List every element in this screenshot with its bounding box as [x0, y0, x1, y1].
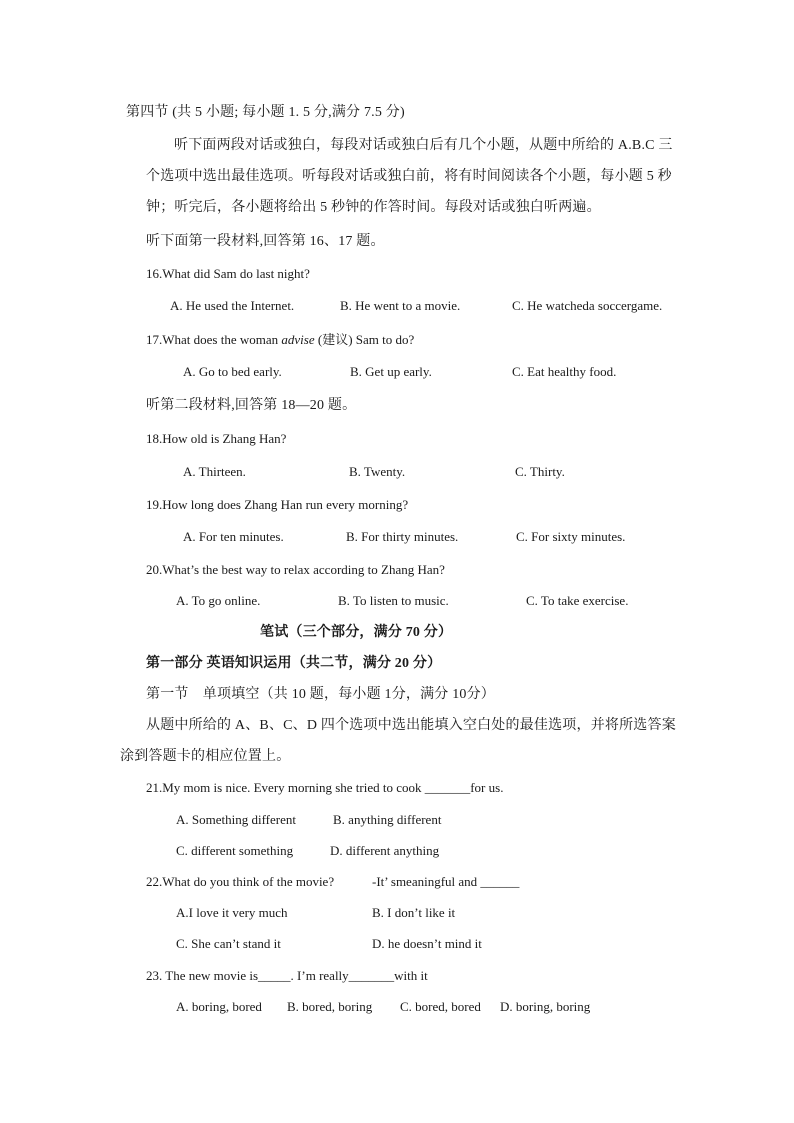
instructions-line-3: 钟；听完后，各小题将给出 5 秒钟的作答时间。每段对话或独白听两遍。: [146, 200, 601, 215]
question-22-stem: 22.What do you think of the movie?: [146, 874, 335, 889]
question-17-stem-prefix: 17.What does the woman: [146, 332, 282, 347]
question-19-stem: 19.How long does Zhang Han run every morning?: [146, 497, 409, 512]
instructions-line-2: 个选项中选出最佳选项。听每段对话或独白前，将有时间阅读各个小题，每小题 5 秒: [146, 169, 672, 184]
question-22-option-d: D. he doesn’t mind it: [372, 936, 482, 951]
question-17-stem: [146, 331, 414, 349]
question-19-option-b: B. For thirty minutes.: [346, 529, 459, 544]
question-23-stem: 23. The new movie is_____. I’m really_______with it: [146, 968, 428, 983]
question-22-option-a: A.I love it very much: [176, 905, 288, 920]
question-23-option-a: A. boring, bored: [176, 999, 262, 1014]
question-21-stem: 21.My mom is nice. Every morning she tried to cook _______for us.: [146, 780, 504, 795]
passage-2-intro: 听第二段材料,回答第 18—20 题。: [146, 398, 357, 413]
question-19-option-c: C. For sixty minutes.: [516, 529, 626, 544]
question-20-stem: 20.What’s the best way to relax according to Zhang Han?: [146, 562, 445, 577]
question-16-option-a: A. He used the Internet.: [170, 298, 295, 313]
question-21-option-d: D. different anything: [330, 843, 440, 858]
question-21-option-c: C. different something: [176, 843, 294, 858]
written-instructions-line-1: 从题中所给的 A、B、C、D 四个选项中选出能填入空白处的最佳选项，并将所选答案: [146, 718, 676, 733]
question-17-stem-italic: advise: [281, 332, 315, 347]
question-18-option-b: B. Twenty.: [349, 464, 406, 479]
question-19-option-a: A. For ten minutes.: [183, 529, 284, 544]
question-17-option-c: C. Eat healthy food.: [512, 364, 617, 379]
question-23-option-b: B. bored, boring: [287, 999, 373, 1014]
question-22-reply: -It’ smeaningful and ______: [372, 874, 520, 889]
question-17-option-a: A. Go to bed early.: [183, 364, 282, 379]
instructions-line-1: 听下面两段对话或独白，每段对话或独白后有几个小题，从题中所给的 A.B.C 三: [174, 138, 673, 153]
question-16-stem: 16.What did Sam do last night?: [146, 266, 310, 281]
question-21-option-b: B. anything different: [333, 812, 442, 827]
question-18-option-c: C. Thirty.: [515, 464, 565, 479]
question-22-option-b: B. I don’t like it: [372, 905, 456, 920]
question-23-option-c: C. bored, bored: [400, 999, 481, 1014]
written-instructions-line-2: 涂到答题卡的相应位置上。: [120, 749, 291, 764]
question-23-option-d: D. boring, boring: [500, 999, 591, 1014]
question-16-option-c: C. He watcheda soccergame.: [512, 298, 663, 313]
question-18-option-a: A. Thirteen.: [183, 464, 246, 479]
question-22-option-c: C. She can’t stand it: [176, 936, 281, 951]
question-17-option-b: B. Get up early.: [350, 364, 432, 379]
question-16-option-b: B. He went to a movie.: [340, 298, 461, 313]
question-18-stem: 18.How old is Zhang Han?: [146, 431, 287, 446]
section-1-header: 第一节 单项填空（共 10 题，每小题 1分，满分 10分）: [146, 687, 495, 702]
question-20-option-a: A. To go online.: [176, 593, 261, 608]
part-1-header: 第一部分 英语知识运用（共二节，满分 20 分）: [146, 656, 442, 671]
section-header: 第四节 (共 5 小题; 每小题 1. 5 分,满分 7.5 分): [126, 105, 405, 120]
question-20-option-c: C. To take exercise.: [526, 593, 629, 608]
question-21-option-a: A. Something different: [176, 812, 296, 827]
question-17-stem-suffix: (建议) Sam to do?: [314, 332, 415, 347]
passage-1-intro: 听下面第一段材料,回答第 16、17 题。: [146, 234, 385, 249]
question-20-option-b: B. To listen to music.: [338, 593, 449, 608]
written-test-title: 笔试（三个部分，满分 70 分）: [260, 625, 453, 640]
